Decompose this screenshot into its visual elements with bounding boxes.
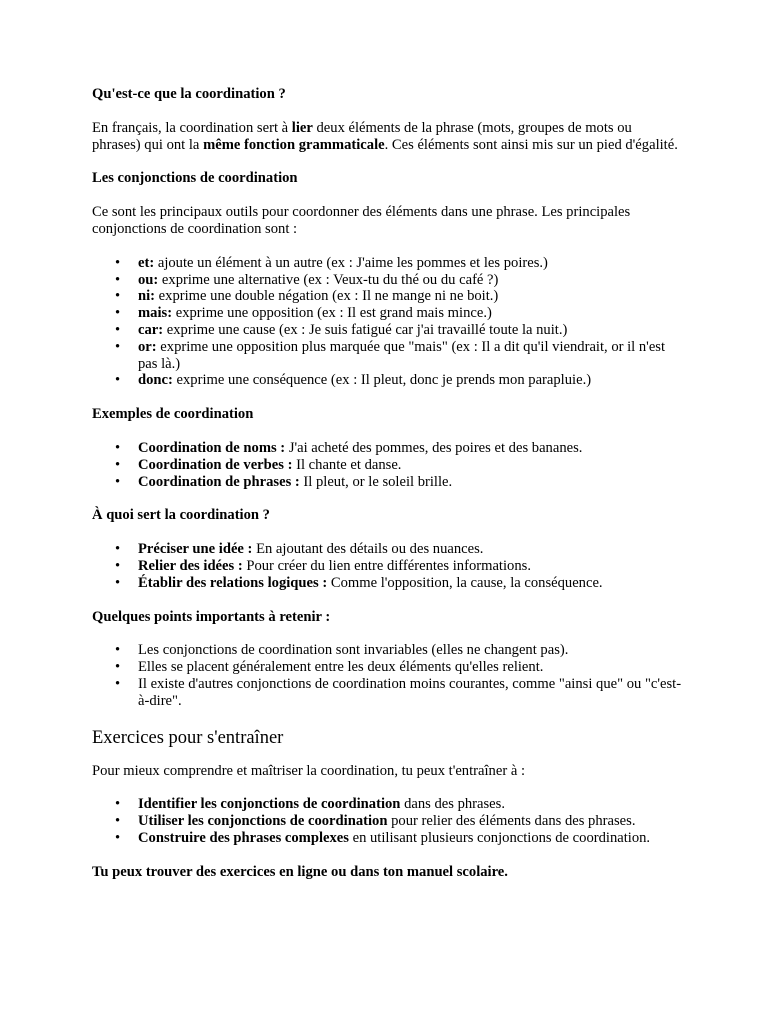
heading-exercises: Exercices pour s'entraîner [92,727,284,748]
list-item [138,255,682,272]
list-item [138,541,682,558]
exercises-list [92,796,682,846]
list-item-text: Pour créer du lien entre différentes informations. [242,557,531,574]
list-item [138,558,682,575]
list-item [138,272,682,289]
definition-text-3: . Ces éléments sont ainsi mis sur un pied d'égalité. [384,136,678,153]
list-item: • Il existe d'autres conjonctions de coordination moins courantes, comme "ainsi que" ou "c'est-à-dire". [138,676,682,710]
list-item-term: ni: [138,288,156,305]
list-item [138,339,682,373]
list-item [138,813,682,830]
list-item-term: Préciser une idée : [138,541,253,558]
list-item-text: pour relier des éléments dans des phrases. [387,813,636,830]
list-item [138,830,682,847]
uses-list [92,541,682,591]
conjunctions-list [92,255,682,389]
list-item: • Les conjonctions de coordination sont invariables (elles ne changent pas). [138,642,682,659]
list-item-text: Il chante et danse. [292,456,402,473]
key-points-list [92,642,682,709]
heading-examples: Exemples de coordination [92,406,254,423]
list-item [138,322,682,339]
list-item-text: exprime une double négation (ex : Il ne mange ni ne boit.) [155,288,499,305]
heading-what-is-coordination: Qu'est-ce que la coordination ? [92,86,286,102]
list-item [138,457,682,474]
definition-text-2: deux éléments de la phrase (mots, groupes de mots ou phrases) qui ont la [92,119,632,153]
list-item-text: exprime une alternative (ex : Veux-tu du thé ou du café ?) [158,271,499,288]
list-item-text: en utilisant plusieurs conjonctions de coordination. [348,829,651,846]
examples-list [92,440,682,490]
heading-conjunctions: Les conjonctions de coordination [92,170,298,187]
list-item-term: Coordination de noms : [138,439,286,456]
heading-purpose: À quoi sert la coordination ? [92,507,270,524]
document-body [92,86,682,898]
list-item-term: donc: [138,372,173,389]
list-item-term: ou: [138,271,159,288]
heading-key-points: Quelques points importants à retenir : [92,608,331,625]
list-item-term: Coordination de verbes : [138,456,293,473]
list-item-term: Identifier les conjonctions de coordination [138,796,401,813]
list-item-term: Relier des idées : [138,557,243,574]
list-item-term: et: [138,254,155,271]
list-item-term: or: [138,338,157,355]
list-item-text: ajoute un élément à un autre (ex : J'aime les pommes et les poires.) [154,254,548,271]
definition-text-1: En français, la coordination sert à [92,119,292,136]
list-item [138,474,682,491]
list-item [138,575,682,592]
list-item-text: exprime une opposition (ex : Il est grand mais mince.) [172,305,492,322]
list-item [138,288,682,305]
closing-note: Tu peux trouver des exercices en ligne ou dans ton manuel scolaire. [92,863,508,880]
list-item [138,372,682,389]
list-item-term: Utiliser les conjonctions de coordination [138,813,388,830]
list-item [138,305,682,322]
list-item-text: J'ai acheté des pommes, des poires et des bananes. [285,439,583,456]
list-item-text: En ajoutant des détails ou des nuances. [252,541,484,558]
list-item [138,440,682,457]
list-item [138,796,682,813]
paragraph-definition [92,120,682,154]
list-item-text: exprime une cause (ex : Je suis fatigué car j'ai travaillé toute la nuit.) [163,321,568,338]
list-item-text: exprime une opposition plus marquée que "mais" (ex : Il a dit qu'il viendrait, or il n'est pas là.) [138,338,666,372]
definition-bold-fonction: même fonction grammaticale [203,136,385,153]
list-item-text: Comme l'opposition, la cause, la conséquence. [327,574,603,591]
paragraph-conjunctions-intro: Ce sont les principaux outils pour coordonner des éléments dans une phrase. Les principales conjonctions de coordination sont : [92,204,631,237]
list-item-text: dans des phrases. [400,796,505,813]
list-item-term: mais: [138,305,173,322]
list-item-term: Coordination de phrases : [138,473,300,490]
list-item-term: Construire des phrases complexes [138,829,349,846]
list-item-term: Établir des relations logiques : [138,574,328,591]
list-item-text: exprime une conséquence (ex : Il pleut, donc je prends mon parapluie.) [172,372,592,389]
paragraph-exercises-intro: Pour mieux comprendre et maîtriser la coordination, tu peux t'entraîner à : [92,762,526,779]
list-item-text: Il pleut, or le soleil brille. [299,473,453,490]
definition-bold-lier: lier [291,119,313,136]
list-item-term: car: [138,321,164,338]
list-item: • Elles se placent généralement entre les deux éléments qu'elles relient. [138,659,682,676]
